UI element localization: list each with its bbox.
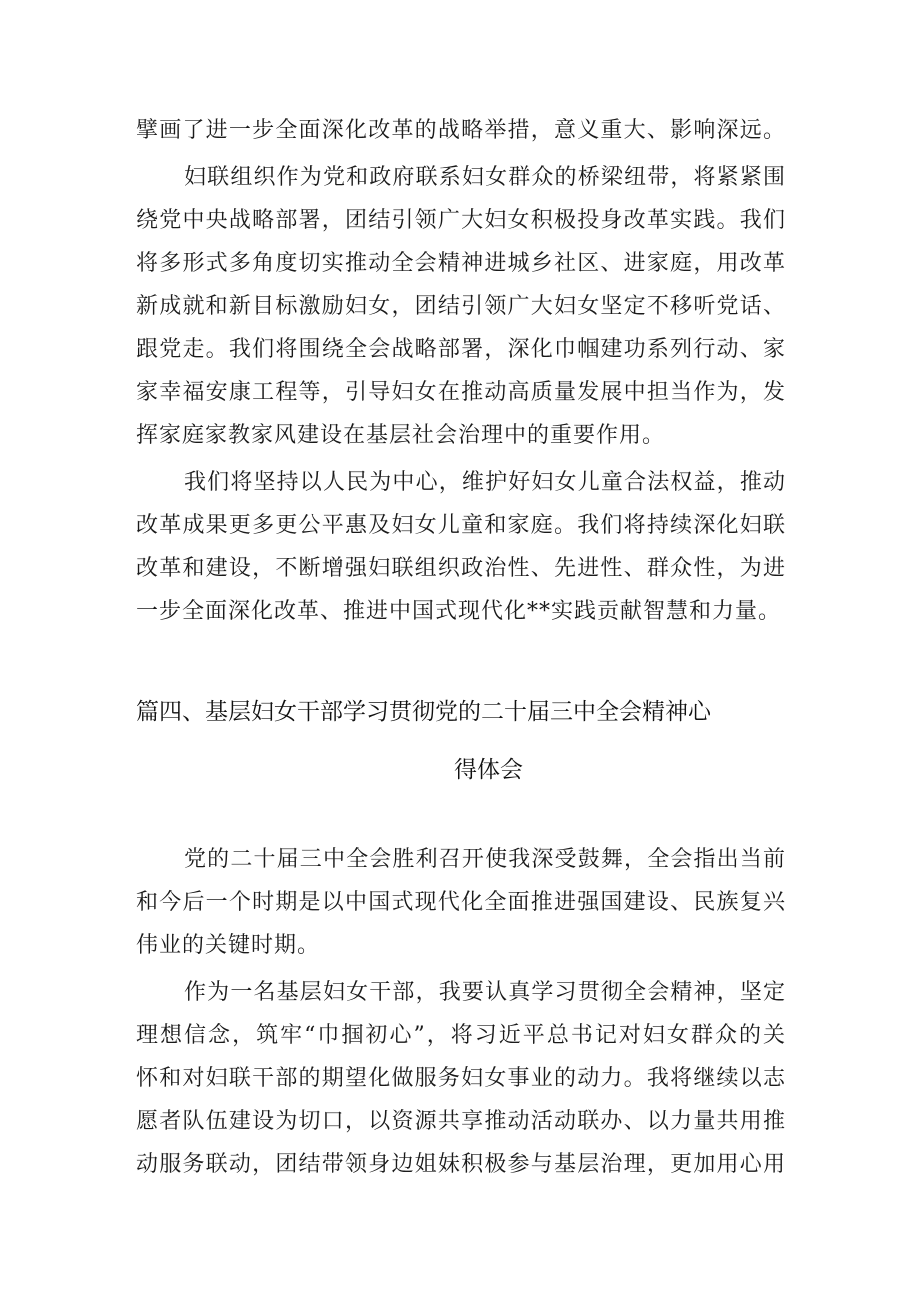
paragraph-line: 绕党中央战略部署，团结引领广大妇女积极投身改革实践。我们 (136, 208, 786, 233)
paragraph-line: 挥家庭家教家风建设在基层社会治理中的重要作用。 (136, 423, 666, 448)
paragraph-line: 新成就和新目标激励妇女，团结引领广大妇女坚定不移听党话、 (136, 294, 786, 319)
paragraph-line: 怀和对妇联干部的期望化做服务妇女事业的动力。我将继续以志 (136, 1066, 786, 1091)
paragraph-line: 改革成果更多更公平惠及妇女儿童和家庭。我们将持续深化妇联 (136, 513, 786, 538)
paragraph-line: 家幸福安康工程等，引导妇女在推动高质量发展中担当作为，发 (136, 380, 786, 405)
paragraph-line: 妇联组织作为党和政府联系妇女群众的桥梁纽带，将紧紧围 (184, 165, 786, 190)
section-heading: 篇四、基层妇女干部学习贯彻党的二十届三中全会精神心 (136, 699, 711, 725)
paragraph-line: 我们将坚持以人民为中心，维护好妇女儿童合法权益，推动 (184, 470, 786, 495)
paragraph-line: 伟业的关键时期。 (136, 933, 321, 958)
paragraph-line: 动服务联动，团结带领身边姐妹积极参与基层治理，更加用心用 (136, 1152, 786, 1177)
paragraph-line: 将多形式多角度切实推动全会精神进城乡社区、进家庭，用改革 (136, 251, 786, 276)
paragraph-line: 愿者队伍建设为切口，以资源共享推动活动联办、以力量共用推 (136, 1109, 786, 1134)
paragraph-line: 理想信念，筑牢“巾掴初心”，将习近平总书记对妇女群众的关 (136, 1023, 786, 1048)
paragraph-line: 作为一名基层妇女干部，我要认真学习贯彻全会精神，坚定 (184, 980, 786, 1005)
paragraph-line: 擘画了进一步全面深化改革的战略举措，意义重大、影响深远。 (136, 118, 786, 143)
section-heading-continued: 得体会 (454, 757, 523, 783)
paragraph-line: 和今后一个时期是以中国式现代化全面推进强国建设、民族复兴 (136, 890, 786, 915)
paragraph-line: 党的二十届三中全会胜利召开使我深受鼓舞，全会指出当前 (184, 847, 786, 872)
paragraph-line: 跟党走。我们将围绕全会战略部署，深化巾帼建功系列行动、家 (136, 337, 786, 362)
paragraph-line: 改革和建设，不断增强妇联组织政治性、先进性、群众性，为进 (136, 556, 786, 581)
paragraph-line: 一步全面深化改革、推进中国式现代化**实践贡献智慧和力量。 (136, 599, 782, 624)
